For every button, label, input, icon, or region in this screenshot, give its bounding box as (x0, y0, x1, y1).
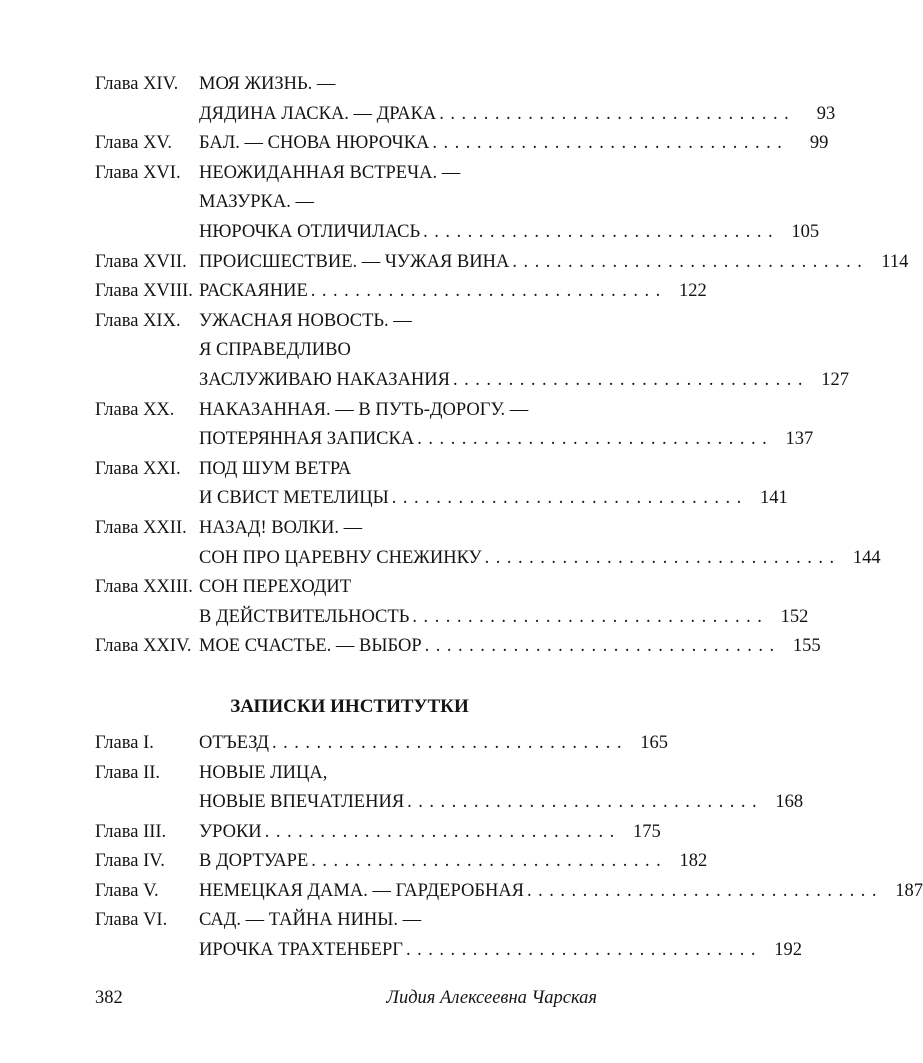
page-reference: 105 (791, 222, 820, 242)
toc-entry (95, 485, 788, 511)
chapter-title: СОН ПЕРЕХОДИТ (199, 577, 352, 598)
page-reference: 192 (774, 939, 802, 960)
chapter-title: В ДЕЙСТВИТЕЛЬНОСТЬ (199, 606, 410, 627)
chapter-title: СОН ПРО ЦАРЕВНУ СНЕЖИНКУ (199, 547, 482, 568)
chapter-title: ПОД ШУМ ВЕТРА (199, 458, 352, 479)
toc-entry (95, 160, 597, 186)
dot-leader: ................................ (512, 251, 869, 272)
chapter-title: НАКАЗАННАЯ. — В ПУТЬ-ДОРОГУ. — (199, 399, 529, 420)
toc-entry (95, 760, 597, 786)
chapter-number: Глава XXII. (95, 518, 187, 538)
chapter-number: Глава XVII. (95, 251, 187, 272)
chapter-number: Глава XXIII. (95, 577, 193, 598)
chapter-title: И СВИСТ МЕТЕЛИЦЫ (199, 488, 389, 509)
page-reference: 93 (816, 103, 836, 124)
toc-entry (95, 308, 597, 334)
chapter-title: НОВЫЕ ВПЕЧАТЛЕНИЯ (199, 792, 405, 812)
chapter-title: В ДОРТУАРЕ (199, 851, 309, 871)
dot-leader: ................................ (527, 880, 884, 901)
chapter-title: НАЗАД! ВОЛКИ. — (199, 518, 363, 538)
chapter-title: МАЗУРКА. — (199, 192, 314, 213)
toc-entry (95, 604, 809, 630)
page-reference: 168 (775, 792, 804, 812)
toc-entry (95, 219, 820, 245)
chapter-title: Я СПРАВЕДЛИВО (199, 340, 351, 361)
toc-entry (95, 189, 597, 215)
dot-leader: ................................ (424, 636, 781, 657)
section-heading: ЗАПИСКИ ИНСТИТУТКИ (230, 696, 469, 717)
chapter-title: ДЯДИНА ЛАСКА. — ДРАКА (199, 103, 437, 124)
chapter-title: БАЛ. — СНОВА НЮРОЧКА (199, 133, 430, 154)
chapter-title: МОЯ ЖИЗНЬ. — (199, 74, 336, 94)
dot-leader: ................................ (484, 547, 841, 568)
toc-entry (95, 574, 597, 600)
toc-entry (95, 545, 881, 571)
chapter-title: ОТЪЕЗД (199, 733, 270, 753)
dot-leader: ................................ (391, 488, 748, 509)
toc-entry (95, 101, 836, 127)
running-footer-author: Лидия Алексеевна Чарская (386, 988, 597, 1008)
chapter-title: ПОТЕРЯННАЯ ЗАПИСКА (199, 429, 415, 450)
toc-entry (95, 426, 814, 452)
chapter-number: Глава XV. (95, 133, 173, 154)
toc-entry (95, 515, 597, 541)
chapter-number: Глава I. (95, 733, 154, 753)
page-number: 382 (95, 988, 123, 1008)
dot-leader: ................................ (439, 103, 796, 124)
page-reference: 137 (785, 429, 814, 450)
dot-leader: ................................ (405, 939, 762, 960)
chapter-number: Глава XIX. (95, 310, 181, 331)
page-reference: 152 (780, 606, 809, 627)
chapter-title: ЗАСЛУЖИВАЮ НАКАЗАНИЯ (199, 370, 450, 390)
dot-leader: ................................ (407, 792, 764, 812)
page-reference: 127 (821, 370, 849, 390)
toc-entry (95, 907, 597, 933)
chapter-number: Глава VI. (95, 910, 168, 930)
page-reference: 165 (640, 733, 669, 753)
toc-entry (95, 130, 829, 156)
chapter-title: НЕМЕЦКАЯ ДАМА. — ГАРДЕРОБНАЯ (199, 880, 525, 901)
chapter-title: МОЕ СЧАСТЬЕ. — ВЫБОР (199, 636, 422, 657)
toc-entry (95, 71, 597, 97)
toc-entry (95, 337, 597, 363)
toc-entry (95, 937, 802, 963)
toc-entry (95, 730, 669, 756)
dot-leader: ................................ (311, 851, 668, 871)
chapter-number: Глава XXIV. (95, 636, 192, 657)
toc-entry (95, 633, 821, 659)
page-reference: 114 (881, 251, 909, 272)
chapter-number: Глава XVI. (95, 162, 181, 183)
page-reference: 141 (760, 488, 788, 509)
dot-leader: ................................ (412, 606, 769, 627)
toc-entry (95, 848, 708, 874)
chapter-title: НЕОЖИДАННАЯ ВСТРЕЧА. — (199, 162, 461, 183)
chapter-number: Глава IV. (95, 851, 165, 871)
toc-entry (95, 367, 849, 393)
toc-entry (95, 819, 661, 845)
chapter-title: НЮРОЧКА ОТЛИЧИЛАСЬ (199, 222, 421, 242)
dot-leader: ................................ (310, 281, 667, 302)
page-reference: 99 (809, 133, 829, 154)
chapter-title: РАСКАЯНИЕ (199, 281, 308, 302)
toc-entry (95, 789, 804, 815)
dot-leader: ................................ (264, 821, 621, 842)
dot-leader: ................................ (453, 370, 809, 390)
page-reference: 187 (895, 880, 923, 901)
dot-leader: ................................ (432, 133, 789, 154)
chapter-title: ИРОЧКА ТРАХТЕНБЕРГ (199, 939, 403, 960)
page-reference: 122 (679, 281, 707, 302)
chapter-number: Глава III. (95, 821, 167, 842)
dot-leader: ................................ (423, 222, 780, 242)
toc-entry (95, 456, 597, 482)
page-reference: 182 (679, 851, 708, 871)
chapter-number: Глава XX. (95, 399, 175, 420)
dot-leader: ................................ (272, 733, 629, 753)
toc-entry (95, 278, 707, 304)
chapter-title: НОВЫЕ ЛИЦА, (199, 762, 328, 783)
chapter-number: Глава II. (95, 762, 161, 783)
toc-entry (95, 397, 597, 423)
chapter-number: Глава V. (95, 880, 159, 901)
chapter-number: Глава XVIII. (95, 281, 193, 302)
chapter-title: ПРОИСШЕСТВИЕ. — ЧУЖАЯ ВИНА (199, 251, 510, 272)
chapter-title: УРОКИ (199, 821, 262, 842)
toc-entry (95, 249, 909, 275)
chapter-number: Глава XXI. (95, 458, 181, 479)
chapter-title: УЖАСНАЯ НОВОСТЬ. — (199, 310, 412, 331)
dot-leader: ................................ (417, 429, 774, 450)
page-reference: 144 (852, 547, 881, 568)
page-reference: 175 (632, 821, 661, 842)
chapter-title: САД. — ТАЙНА НИНЫ. — (199, 910, 422, 930)
page-reference: 155 (792, 636, 821, 657)
chapter-number: Глава XIV. (95, 74, 179, 94)
toc-entry (95, 878, 923, 904)
